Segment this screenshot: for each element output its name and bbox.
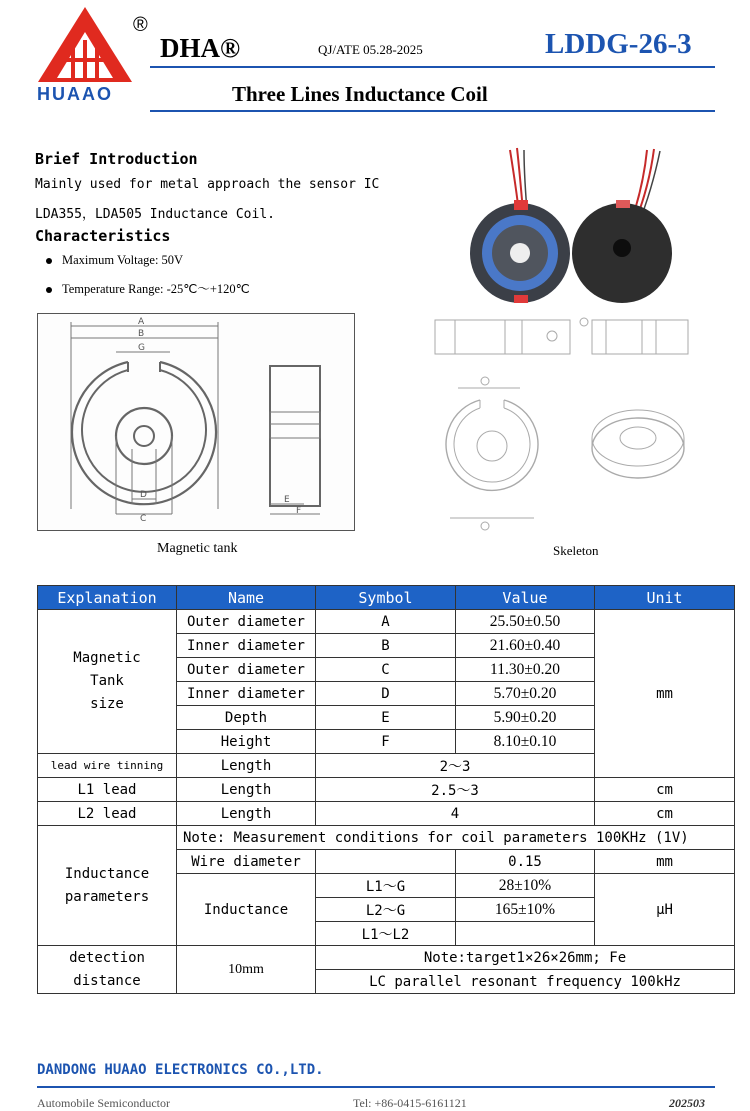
skeleton-caption: Skeleton: [553, 543, 599, 558]
document-title: Three Lines Inductance Coil: [232, 82, 488, 106]
product-code: LDDG-26-3: [545, 28, 692, 60]
inductance-unit: μH: [595, 874, 735, 946]
tank-value-cell: 21.60±0.40: [456, 634, 595, 658]
company-logo: [35, 4, 145, 104]
magnetic-tank-drawing: [37, 313, 355, 531]
characteristics-heading: Characteristics: [35, 227, 171, 245]
tank-value-cell: 5.70±0.20: [456, 682, 595, 706]
tank-value-cell: 25.50±0.50: [456, 610, 595, 634]
table-header-row: [38, 586, 735, 610]
tank-value-cell: 11.30±0.20: [456, 658, 595, 682]
inductance-value-cell: 28±10%: [456, 874, 595, 898]
document-reference: QJ/ATE 05.28-2025: [318, 42, 423, 57]
tank-name-cell: Outer diameter: [177, 658, 316, 682]
inductance-note: Note: Measurement conditions for coil parameters 100KHz (1V): [177, 826, 735, 850]
table-row: [38, 610, 735, 634]
coil-photos: [462, 145, 722, 305]
col-header-name: Name: [177, 586, 316, 610]
inductance-value-cell: 165±10%: [456, 898, 595, 922]
company-name: DANDONG HUAAO ELECTRONICS CO.,LTD.: [37, 1062, 324, 1078]
dim-label-a: A: [138, 317, 145, 327]
footer-tagline: Automobile Semiconductor: [37, 1096, 170, 1110]
registered-mark: ®: [133, 14, 148, 36]
brief-intro-heading: Brief Introduction: [35, 150, 198, 168]
tank-symbol-cell: C: [316, 658, 456, 682]
footer-rule: [37, 1086, 715, 1088]
skeleton-drawing: [430, 308, 695, 538]
table-row: [38, 946, 735, 970]
brand-name: DHA®: [160, 33, 241, 63]
l2-lead-unit: cm: [595, 802, 735, 826]
inductance-symbol-cell: L1～L2: [316, 922, 456, 946]
header-rule-bottom: [150, 110, 715, 112]
l1-lead-label: L1 lead: [38, 778, 177, 802]
col-header-unit: Unit: [595, 586, 735, 610]
dim-label-d: D: [140, 490, 147, 500]
dim-label-e: E: [284, 495, 290, 505]
dim-label-f: F: [296, 506, 302, 516]
brief-intro-line-2: LDA355，LDA505 Inductance Coil.: [35, 207, 275, 222]
tank-drawing-svg: [38, 314, 354, 530]
table-row: [38, 802, 735, 826]
detection-distance-value: 10mm: [177, 946, 316, 994]
header-rule-top: [150, 66, 715, 68]
wire-diameter-value: 0.15: [456, 850, 595, 874]
tank-value-cell: 5.90±0.20: [456, 706, 595, 730]
tank-symbol-cell: E: [316, 706, 456, 730]
dim-label-c: C: [140, 514, 147, 524]
voltage-text: Maximum Voltage: 50V: [62, 253, 184, 267]
footer-doc-number: 202503: [669, 1096, 705, 1110]
l1-lead-name: Length: [177, 778, 316, 802]
tinning-name: Length: [177, 754, 316, 778]
brief-intro-line-1: Mainly used for metal approach the sensor IC: [35, 177, 380, 192]
l2-lead-label: L2 lead: [38, 802, 177, 826]
detection-note-2: LC parallel resonant frequency 100kHz: [316, 970, 735, 994]
tank-name-cell: Height: [177, 730, 316, 754]
tank-symbol-cell: D: [316, 682, 456, 706]
tank-symbol-cell: F: [316, 730, 456, 754]
inductance-symbol-cell: L1～G: [316, 874, 456, 898]
bullet-dot-icon: [46, 287, 52, 293]
tank-symbol-cell: B: [316, 634, 456, 658]
l1-lead-value: 2.5～3: [316, 778, 595, 802]
dim-label-g: G: [138, 343, 145, 353]
table-row: [38, 778, 735, 802]
bullet-temperature: [46, 279, 250, 297]
tank-symbol-cell: A: [316, 610, 456, 634]
inductance-group: Inductance parameters: [38, 826, 177, 946]
wire-diameter-name: Wire diameter: [177, 850, 316, 874]
inductance-value-cell: [456, 922, 595, 946]
l2-lead-value: 4: [316, 802, 595, 826]
temperature-text: Temperature Range: -25℃～+120℃: [62, 282, 250, 296]
tank-name-cell: Inner diameter: [177, 682, 316, 706]
tank-caption: Magnetic tank: [157, 541, 238, 556]
logo-text: HUAAO: [37, 84, 113, 104]
inductance-name: Inductance: [177, 874, 316, 946]
l1-lead-unit: cm: [595, 778, 735, 802]
bullet-voltage: [46, 253, 183, 268]
tinning-value: 2～3: [316, 754, 595, 778]
tank-name-cell: Inner diameter: [177, 634, 316, 658]
tank-unit-cell: mm: [595, 610, 735, 778]
spec-table: [37, 585, 735, 994]
table-row: [38, 826, 735, 850]
tank-name-cell: Depth: [177, 706, 316, 730]
inductance-symbol-cell: L2～G: [316, 898, 456, 922]
skeleton-drawing-svg: [430, 308, 695, 538]
col-header-symbol: Symbol: [316, 586, 456, 610]
coil-photo-image: [462, 145, 722, 305]
tank-name-cell: Outer diameter: [177, 610, 316, 634]
wire-diameter-unit: mm: [595, 850, 735, 874]
dim-label-b: B: [138, 329, 145, 339]
col-header-value: Value: [456, 586, 595, 610]
detection-distance-label: detection distance: [38, 946, 177, 994]
l2-lead-name: Length: [177, 802, 316, 826]
wire-diameter-symbol: [316, 850, 456, 874]
tinning-label: lead wire tinning: [38, 754, 177, 778]
footer-telephone: Tel: +86-0415-6161121: [353, 1096, 467, 1110]
col-header-explanation: Explanation: [38, 586, 177, 610]
detection-note-1: Note:target1×26×26mm; Fe: [316, 946, 735, 970]
tank-size-group: Magnetic Tank size: [38, 610, 177, 754]
tank-value-cell: 8.10±0.10: [456, 730, 595, 754]
bullet-dot-icon: [46, 258, 52, 264]
